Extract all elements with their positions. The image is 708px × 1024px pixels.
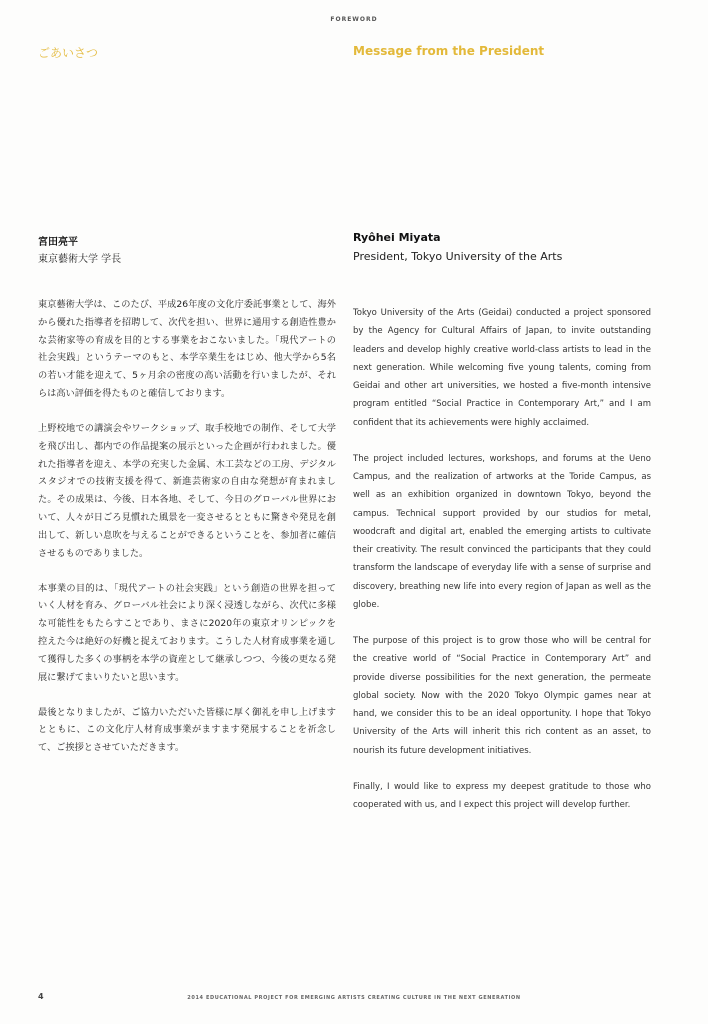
paragraph-ja: 最後となりましたが、ご協力いただいた皆様に厚く御礼を申し上げますとともに、この文化庁人材育成事業がますます発展することを祈念して、ご挨拶とさせていただきます。 bbox=[38, 706, 336, 754]
paragraph-ja: 上野校地での講演会やワークショップ、取手校地での制作、そして大学を飛び出し、都内での作品提案の展示といった企画が行われました。優れた指導者を迎え、本学の充実した金属、木工芸などの工房、デジタルスタジオでの技術支援を得て、新進芸術家の自由な発想が育まれました。その成果は、今後、日本各地、そして、今日のグローバル世界において、人々が日ごろ見慣れた風景を一変させるとともに驚きや発見を創出して、新しい息吹を与えることができるということを、参加者に確信させるものでありました。 bbox=[38, 422, 336, 559]
author-role-en: President, Tokyo University of the Arts bbox=[353, 250, 563, 263]
page-number: 4 bbox=[38, 992, 44, 1001]
paragraph-ja: 本事業の目的は、「現代アートの社会実践」という創造の世界を担っていく人材を育み、グローバル社会により深く浸透しながら、次代に多様な可能性をもたらすことであり、まさに2020年の東京オリンピックを控えた今は絶好の好機と捉えております。こうした人材育成事業を通して獲得した多くの事柄を本学の資産として継承しつつ、今後の更なる発展に繋げてまいりたいと思います。 bbox=[38, 582, 336, 683]
author-name-ja: 宮田亮平 bbox=[38, 237, 78, 248]
section-label: FOREWORD bbox=[330, 16, 378, 23]
page-title-ja: ごあいさつ bbox=[38, 46, 99, 60]
paragraph-en: Finally, I would like to express my deepest gratitude to those who cooperated with us, and I expect this project will develop further. bbox=[353, 781, 651, 810]
author-name-en: Ryôhei Miyata bbox=[353, 231, 441, 244]
page-title-en: Message from the President bbox=[353, 44, 545, 58]
paragraph-en: The purpose of this project is to grow those who will be central for the creative world of “Social Practice in Contemporary Art” and provide diverse possibilities for the next generation, the permeate global society. Now with the 2020 Tokyo Olympic games near at hand, we consider this to be an ideal opportunity. I hope that Tokyo University of the Arts will inherit this rich content as an asset, to nourish its future development initiatives. bbox=[353, 635, 651, 756]
paragraph-ja: 東京藝術大学は、このたび、平成26年度の文化庁委託事業として、海外から優れた指導者を招聘して、次代を担い、世界に通用する創造性豊かな芸術家等の育成を目的とする事業をおこないました。「現代アートの社会実践」というテーマのもと、本学卒業生をはじめ、他大学から5名の若い才能を迎えて、5ヶ月余の密度の高い活動を行いましたが、それらは高い評価を得たものと確信しております。 bbox=[38, 299, 336, 399]
message-body-en bbox=[353, 304, 651, 832]
footer-text: 2014 EDUCATIONAL PROJECT FOR EMERGING ARTISTS CREATING CULTURE IN THE NEXT GENERATION bbox=[187, 995, 521, 1001]
paragraph-en: Tokyo University of the Arts (Geidai) conducted a project sponsored by the Agency for Cultural Affairs of Japan, to invite outstanding leaders and develop highly creative world-class artists to lead in the next generation. While welcoming five young talents, coming from Geidai and other art universities, we hosted a five-month intensive program entitled “Social Practice in Contemporary Art,” and I am confident that its achievements were highly acclaimed. bbox=[353, 308, 651, 428]
author-role-ja: 東京藝術大学 学長 bbox=[38, 254, 122, 265]
message-body-ja bbox=[38, 296, 336, 774]
paragraph-en: The project included lectures, workshops, and forums at the Ueno Campus, and the realization of artworks at the Toride Campus, as well as an exhibition organized in downtown Tokyo, beyond the campus. Technical support provided by our studios for metal, woodcraft and digital art, enabled the emerging artists to cultivate their creativity. The result convinced the participants that they could transform the landscape of everyday life with a sense of surprise and discovery, breathing new life into every region of Japan as well as the globe. bbox=[353, 453, 651, 611]
